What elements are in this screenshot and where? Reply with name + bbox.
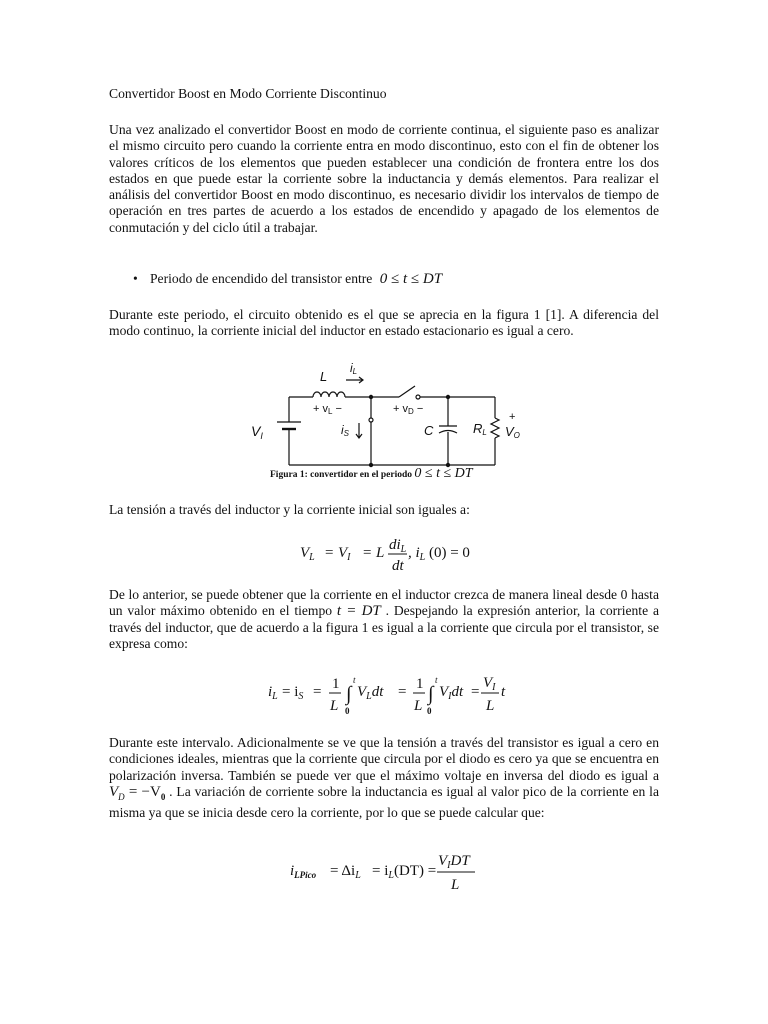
label-vd: + vD − bbox=[393, 403, 424, 416]
inline-vd: $V_D = -V_0$ bbox=[109, 783, 166, 802]
circuit-figure bbox=[247, 360, 547, 474]
bullet-text: Periodo de encendido del transistor entre bbox=[150, 271, 373, 286]
eq2-L: L bbox=[330, 698, 339, 714]
label-vo: VO bbox=[505, 424, 520, 440]
eq3-eq2: = $i_L(DT)$ = bbox=[372, 863, 437, 881]
eq1-eq2: = bbox=[363, 545, 372, 561]
eq1-vi: $V_I$ bbox=[338, 545, 351, 563]
caption-condition: 0 ≤ t ≤ DT bbox=[414, 466, 473, 481]
eq2-frac-num: $V_I$ bbox=[483, 675, 496, 693]
eq1-num: $di_L$ bbox=[389, 537, 407, 555]
eq2-int-bot-2: 0 bbox=[427, 706, 432, 716]
caption-text: Figura 1: convertidor en el periodo bbox=[270, 470, 413, 480]
eq2-t: t bbox=[501, 684, 506, 700]
eq1-tail: , $i_L$ (0) = 0 bbox=[408, 545, 470, 563]
junction-dot bbox=[369, 395, 373, 399]
eq2-integral-icon: ∫ bbox=[346, 683, 352, 705]
bullet-dot-icon: • bbox=[133, 271, 138, 286]
inductor-symbol bbox=[313, 392, 345, 397]
eq2-integrand1: $V_Ldt$ bbox=[357, 684, 384, 702]
resistor-symbol bbox=[491, 418, 499, 438]
diode-switch-blade bbox=[399, 386, 415, 397]
label-resistor: RL bbox=[473, 421, 487, 437]
eq2-eq3: = bbox=[398, 684, 407, 700]
paragraph-interval: Durante este intervalo. Adicionalmente se ve que la tensión a través del transistor es igual a cero en condiciones ideales, mientras que la corriente que circula por el diodo es cero ya que se encuentra en polarización inversa. También se puede ver que el máximo voltaje en inversa del diodo es igual a $V_D = -V_0$ . La variación de corriente sobre la inductancia es igual al valor pico de la corriente en la misma ya que se inicia desde cero la corriente, por lo que se puede calcular que: bbox=[109, 735, 659, 821]
bullet-condition: 0 ≤ t ≤ DT bbox=[379, 271, 443, 287]
equation-1 bbox=[300, 535, 480, 575]
eq2-int-bot: 0 bbox=[345, 706, 350, 716]
eq3-lhs: $i_{LPico}$ bbox=[290, 863, 317, 880]
paragraph-intro: Una vez analizado el convertidor Boost en modo de corriente continua, el siguiente paso es analizar el mismo circuito pero cuando la corriente entra en modo discontinuo, esto con el fin de obtener los valores críticos de los elementos que pueden establecer una condición de frontera entre los dos estados en que puede estar la corriente sobre la inductancia y demás elementos. Para realizar el análisis del convertidor Boost en modo discontinuo, es necesario dividir los intervalos de tiempo de operación en tres partes de acuerdo a los estados de encendido y apagado de los elementos de conmutación y del ciclo útil a trabajar. bbox=[109, 122, 659, 235]
equation-2 bbox=[268, 672, 508, 718]
paragraph-voltage: La tensión a través del inductor y la corriente inicial son iguales a: bbox=[109, 502, 470, 517]
eq2-one-2: 1 bbox=[416, 676, 424, 692]
label-capacitor: C bbox=[424, 423, 434, 438]
label-is: iS bbox=[341, 423, 350, 438]
document-title: Convertidor Boost en Modo Corriente Discontinuo bbox=[109, 86, 387, 101]
label-vl: + vL − bbox=[313, 403, 342, 416]
eq2-integral-icon-2: ∫ bbox=[428, 683, 434, 705]
eq1-den: dt bbox=[392, 558, 404, 574]
eq2-one: 1 bbox=[332, 676, 340, 692]
eq2-eq4: = bbox=[471, 684, 480, 700]
paragraph-period: Durante este periodo, el circuito obtenido es el que se aprecia en la figura 1 [1]. A diferencia del modo continuo, la corriente inicial del inductor en estado estacionario es igual a cero. bbox=[109, 307, 659, 339]
eq2-integrand2: $V_Idt$ bbox=[439, 684, 464, 702]
eq3-num: $V_IDT$ bbox=[438, 853, 470, 871]
eq3-den: L bbox=[451, 877, 460, 893]
eq3-eq1: = $\Delta i_L$ bbox=[330, 863, 361, 881]
eq2-int-top-2: t bbox=[435, 675, 438, 685]
equation-3 bbox=[290, 850, 490, 894]
label-source: $V_I$ bbox=[251, 423, 263, 441]
label-vo-plus: + bbox=[509, 411, 516, 423]
bullet-item bbox=[133, 271, 653, 287]
eq1-eq: = bbox=[325, 545, 334, 561]
eq1-vl: $V_L$ bbox=[300, 545, 315, 563]
switch-contact-top bbox=[369, 418, 373, 422]
paragraph-linear: De lo anterior, se puede obtener que la corriente en el inductor crezca de manera lineal desde 0 hasta un valor máximo obtenido en el tiempo t = DT . Despejando la expresión anterior, la corriente a través del inductor, que de acuerdo a la figura 1 es igual a la corriente que circula por el transistor, se expresa como: bbox=[109, 587, 659, 651]
junction-dot bbox=[446, 395, 450, 399]
circuit-schematic bbox=[247, 360, 547, 470]
eq2-lhs: $i_L$ bbox=[268, 684, 278, 702]
eq2-int-top: t bbox=[353, 675, 356, 685]
inline-t-dt: t = DT bbox=[336, 603, 381, 620]
eq2-frac-den: L bbox=[486, 698, 495, 714]
eq2-L-2: L bbox=[414, 698, 423, 714]
label-inductor: L bbox=[320, 369, 328, 384]
diode-switch-contact bbox=[416, 395, 420, 399]
eq2-eq2: = bbox=[313, 684, 322, 700]
eq1-L: L bbox=[376, 545, 385, 561]
eq2-eq1: = $i_S$ bbox=[282, 684, 304, 702]
figure-caption bbox=[270, 466, 473, 483]
label-il: iL bbox=[350, 361, 358, 376]
